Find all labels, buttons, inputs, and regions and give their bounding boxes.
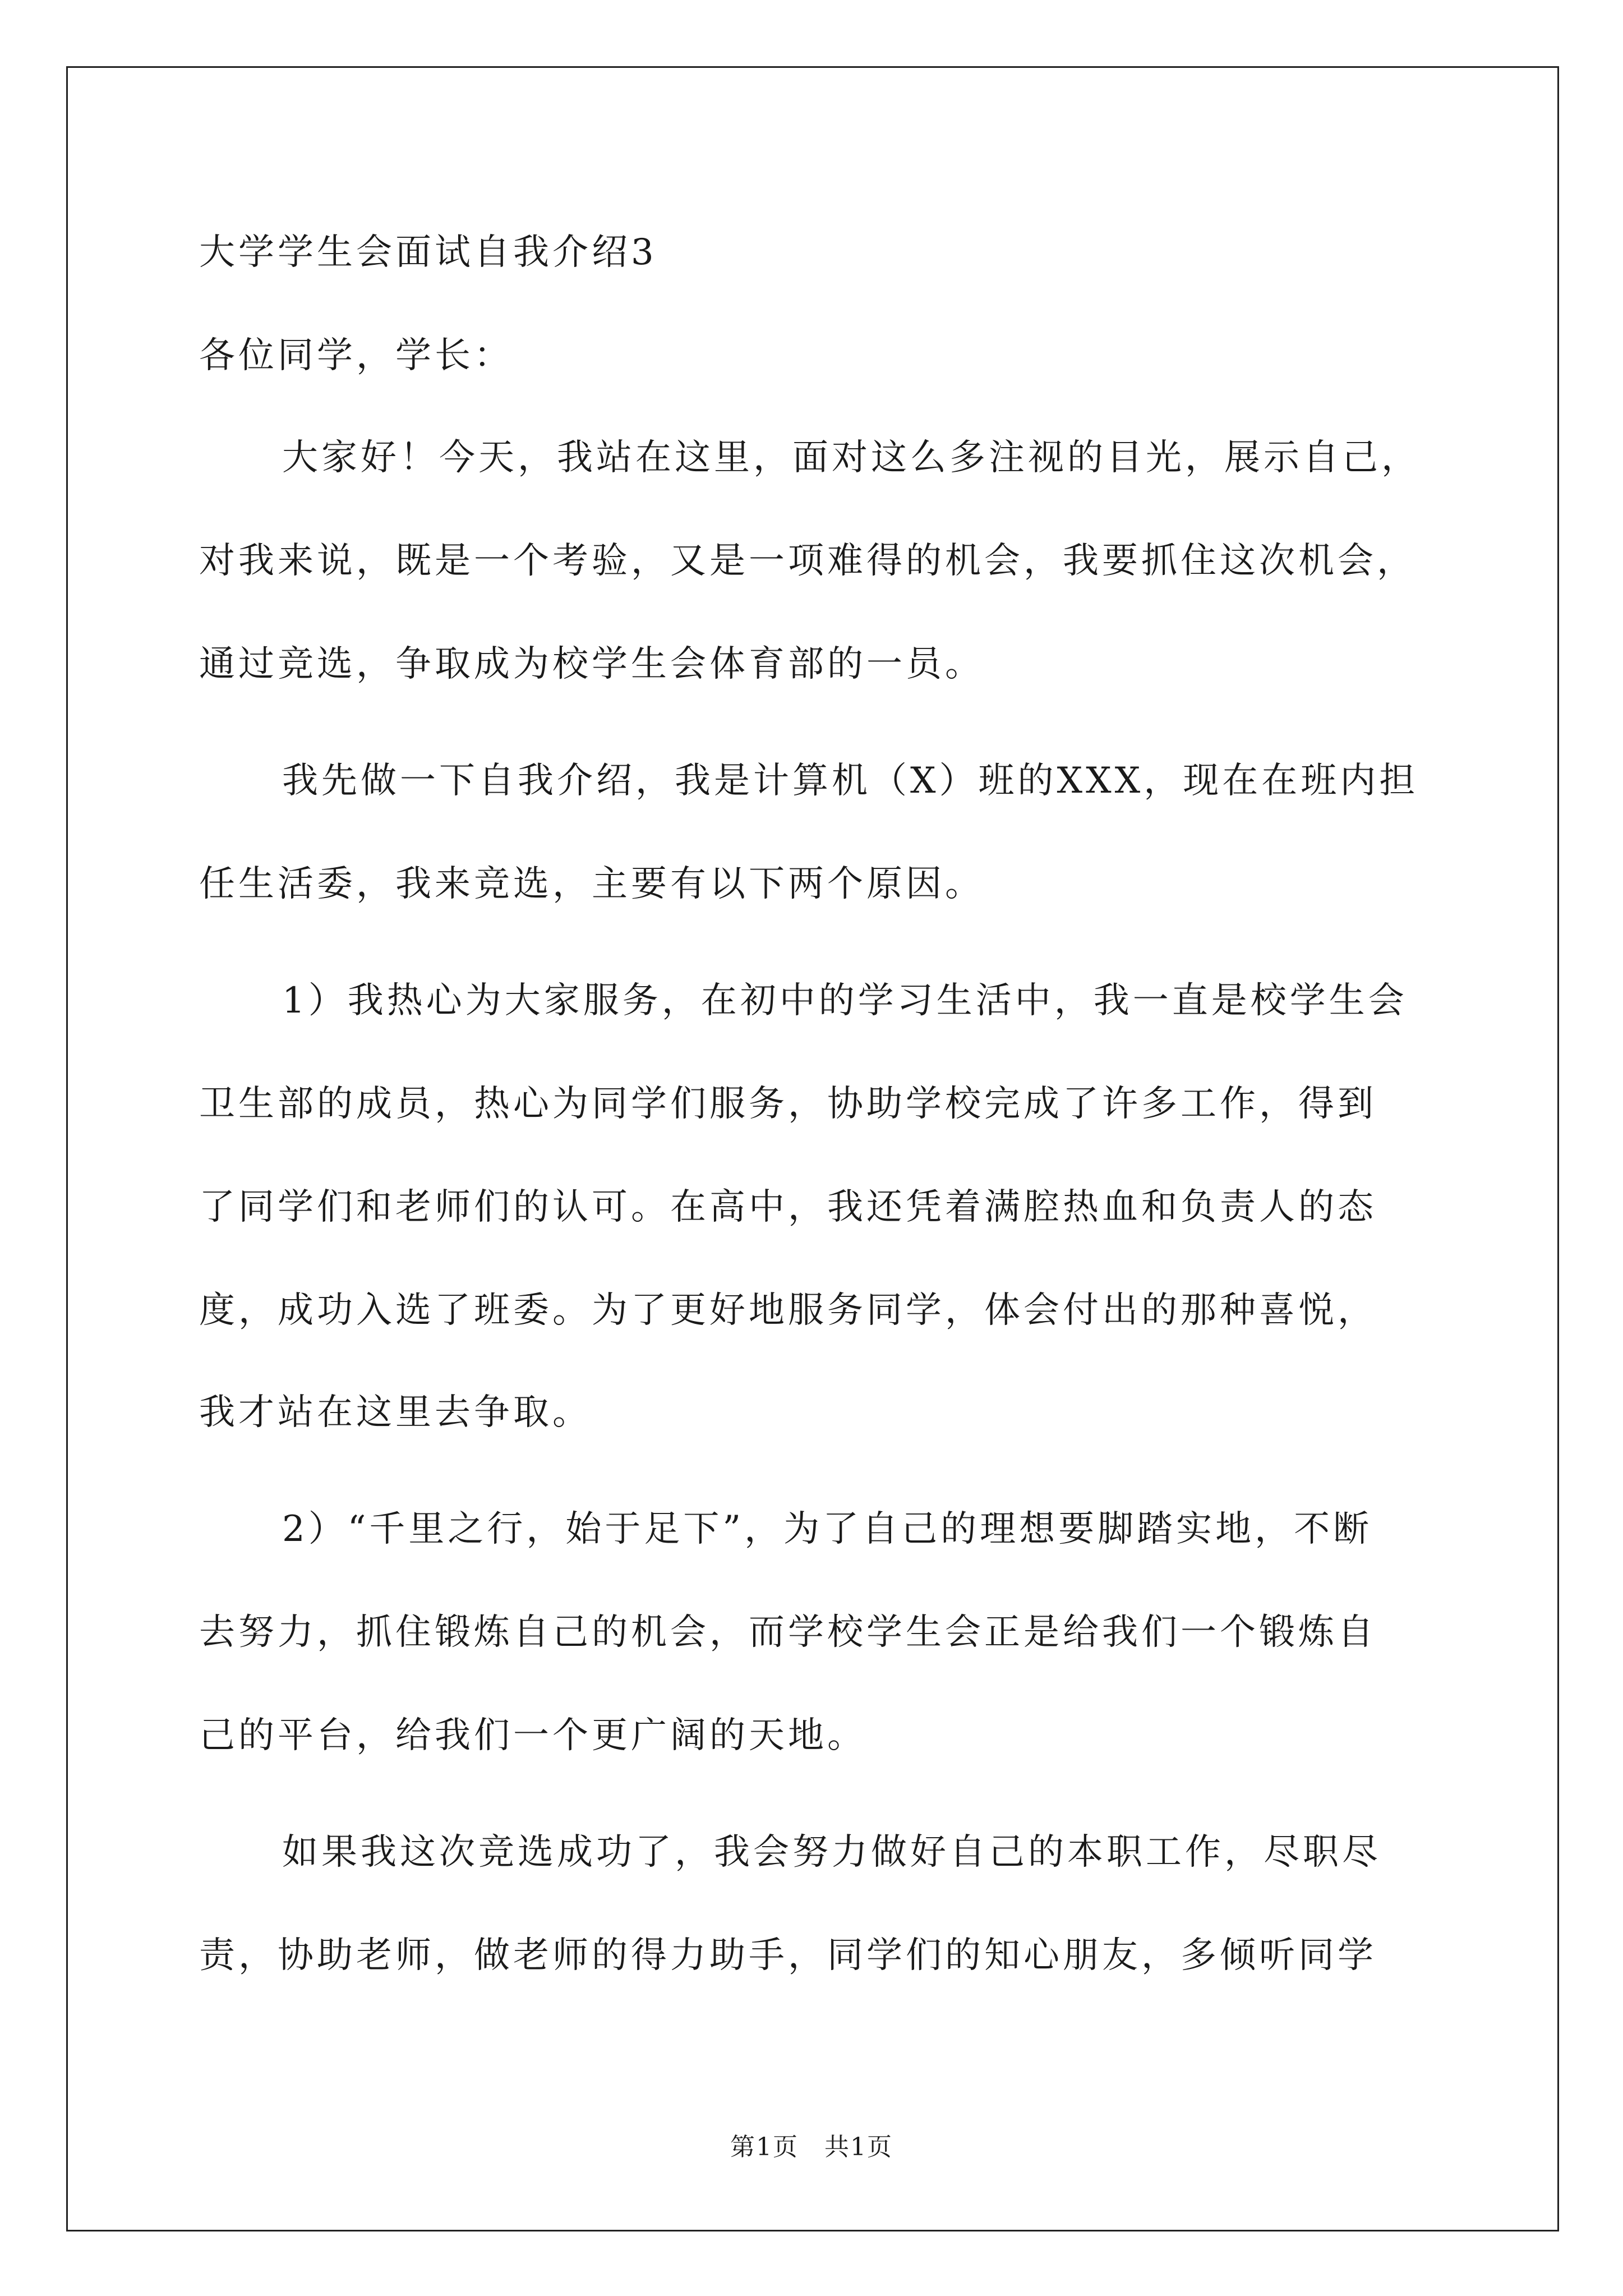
paragraph-line: 大家好！今天，我站在这里，面对这么多注视的目光，展示自己，: [282, 437, 1421, 478]
paragraph-line: 责，协助老师，做老师的得力助手，同学们的知心朋友，多倾听同学: [199, 1935, 1377, 1976]
paragraph-line: 我才站在这里去争取。: [199, 1392, 592, 1433]
paragraph-line: 通过竞选，争取成为校学生会体育部的一员。: [199, 643, 984, 685]
paragraph-line: 1）我热心为大家服务，在初中的学习生活中，我一直是校学生会: [282, 980, 1408, 1022]
paragraph-line: 2）“千里之行，始于足下”，为了自己的理想要脚踏实地，不断: [282, 1508, 1373, 1550]
paragraph-line: 卫生部的成员，热心为同学们服务，协助学校完成了许多工作，得到: [199, 1083, 1377, 1125]
paragraph-line: 了同学们和老师们的认可。在高中，我还凭着满腔热血和负责人的态: [199, 1186, 1377, 1228]
paragraph-line: 己的平台，给我们一个更广阔的天地。: [199, 1715, 866, 1756]
page-border: [66, 66, 1559, 2231]
paragraph-line: 如果我这次竞选成功了，我会努力做好自己的本职工作，尽职尽: [282, 1832, 1381, 1873]
paragraph-line: 对我来说，既是一个考验，又是一项难得的机会，我要抓住这次机会，: [199, 540, 1416, 582]
greeting: 各位同学，学长：: [199, 335, 513, 376]
page-number: 第1页 共1页: [730, 2133, 893, 2161]
paragraph-line: 任生活委，我来竞选，主要有以下两个原因。: [199, 863, 984, 905]
document-title: 大学学生会面试自我介绍3: [199, 232, 657, 273]
paragraph-line: 度，成功入选了班委。为了更好地服务同学，体会付出的那种喜悦，: [199, 1290, 1377, 1331]
paragraph-line: 去努力，抓住锻炼自己的机会，而学校学生会正是给我们一个锻炼自: [199, 1612, 1377, 1653]
paragraph-line: 我先做一下自我介绍，我是计算机（X）班的XXX，现在在班内担: [282, 760, 1419, 802]
